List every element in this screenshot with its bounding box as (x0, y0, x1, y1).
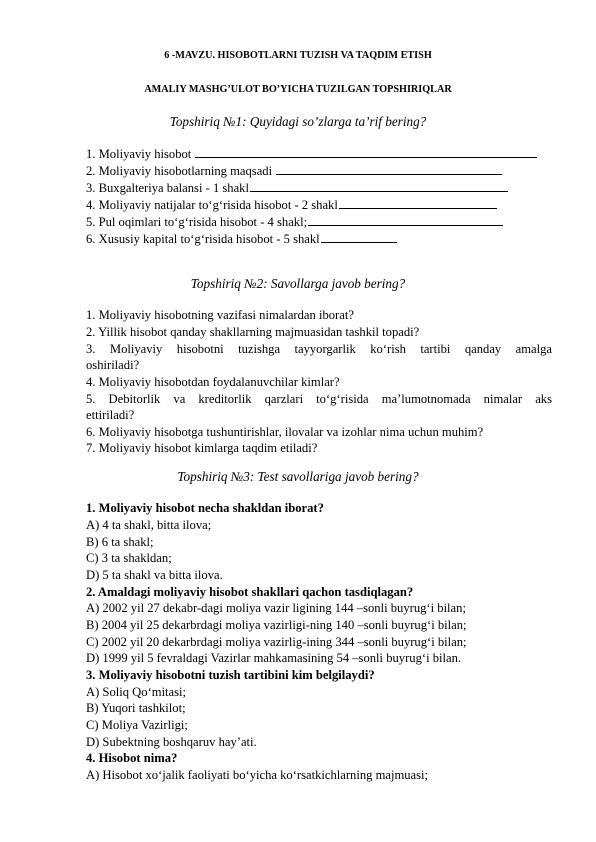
test-option: A) 4 ta shakl, bitta ilova; (86, 518, 212, 532)
task2-title: Topshiriq №2: Savollarga javob bering? (190, 276, 406, 291)
task1-item-text: 6. Xususiy kapital to‘g‘risida hisobot - 5 shakl (86, 232, 320, 246)
task3-title: Topshiriq №3: Test savollariga javob bering? (177, 469, 419, 484)
answer-blank (308, 214, 503, 226)
test-option: A) Hisobot xo‘jalik faoliyati bo‘yicha ko‘rsatkichlarning majmuasi; (86, 768, 429, 782)
task1-title: Topshiriq №1: Quyidagi so’zlarga ta’rif bering? (169, 114, 427, 129)
answer-blank (321, 231, 397, 243)
answer-blank (276, 163, 502, 175)
topic-heading: 6 -MAVZU. HISOBOTLARNI TUZISH VA TAQDIM ETISH (164, 50, 432, 61)
task2-item: 5. Debitorlik va kreditorlik qarzlari to‘g‘risida ma’lumotnomada nimalar aks (86, 392, 552, 406)
task1-item (86, 231, 552, 247)
test-option: A) Soliq Qo‘mitasi; (86, 685, 187, 699)
task1-item-text: 2. Moliyaviy hisobotlarning maqsadi (86, 164, 273, 178)
task1-item (86, 146, 552, 162)
test-option: B) 2004 yil 25 dekarbrdagi moliya vazirligi-ning 140 –sonli buyrug‘i bilan; (86, 618, 467, 632)
test-option: D) 5 ta shakl va bitta ilova. (86, 568, 223, 582)
task2-item-continuation: oshiriladi? (86, 358, 140, 372)
test-option: B) 6 ta shakl; (86, 535, 154, 549)
task1-item-text: 4. Moliyaviy natijalar to‘g‘risida hisobot - 2 shakl (86, 198, 338, 212)
test-option: C) 2002 yil 20 dekarbrdagi moliya vazirlig-ining 344 –sonli buyrug‘i bilan; (86, 635, 467, 649)
task1-item (86, 163, 552, 179)
task1-item (86, 197, 552, 213)
task1-item-text: 5. Pul oqimlari to‘g‘risida hisobot - 4 shakl; (86, 215, 308, 229)
task1-item-text: 3. Buxgalteriya balansi - 1 shakl (86, 181, 249, 195)
task1-item (86, 214, 552, 230)
task2-item: 1. Moliyaviy hisobotning vazifasi nimalardan iborat? (86, 308, 354, 322)
answer-blank (250, 180, 508, 192)
test-option: C) Moliya Vazirligi; (86, 718, 188, 732)
subtitle-heading: AMALIY MASHG’ULOT BO’YICHA TUZILGAN TOPSHIRIQLAR (144, 84, 452, 95)
task1-item (86, 180, 552, 196)
task2-item-continuation: ettiriladi? (86, 408, 135, 422)
test-option: B) Yuqori tashkilot; (86, 701, 186, 715)
test-question: 2. Amaldagi moliyaviy hisobot shakllari qachon tasdiqlagan? (86, 585, 414, 599)
task2-item: 3. Moliyaviy hisobotni tuzishga tayyorgarlik ko‘rish tartibi qanday amalga (86, 342, 552, 356)
test-question: 1. Moliyaviy hisobot necha shakldan iborat? (86, 501, 324, 515)
test-question: 4. Hisobot nima? (86, 751, 178, 765)
task2-item: 2. Yillik hisobot qanday shakllarning majmuasidan tashkil topadi? (86, 325, 420, 339)
test-option: D) Subektning boshqaruv hay’ati. (86, 735, 257, 749)
answer-blank (195, 146, 537, 158)
task2-item: 7. Moliyaviy hisobot kimlarga taqdim etiladi? (86, 441, 318, 455)
test-option: D) 1999 yil 5 fevraldagi Vazirlar mahkamasining 54 –sonli buyrug‘i bilan. (86, 651, 462, 665)
task2-item: 4. Moliyaviy hisobotdan foydalanuvchilar kimlar? (86, 375, 340, 389)
task2-item: 6. Moliyaviy hisobotga tushuntirishlar, ilovalar va izohlar nima uchun muhim? (86, 425, 484, 439)
task1-item-text: 1. Moliyaviy hisobot (86, 147, 192, 161)
test-option: A) 2002 yil 27 dekabr-dagi moliya vazir ligining 144 –sonli buyrug‘i bilan; (86, 601, 466, 615)
test-question: 3. Moliyaviy hisobotni tuzish tartibini kim belgilaydi? (86, 668, 375, 682)
answer-blank (339, 197, 497, 209)
test-option: C) 3 ta shakldan; (86, 551, 172, 565)
